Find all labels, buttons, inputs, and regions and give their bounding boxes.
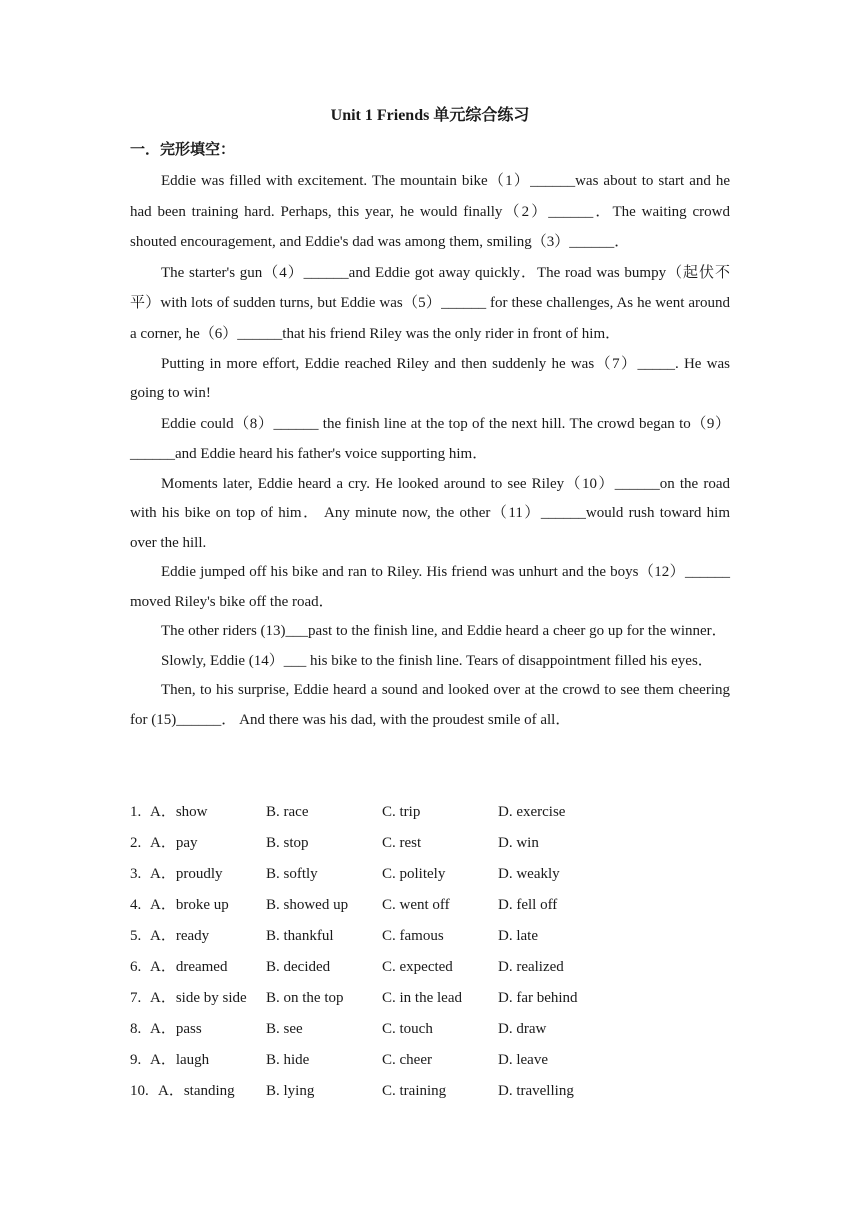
option-d: D. travelling [498,1083,574,1099]
question-row [130,983,730,1014]
passage-paragraph: Putting in more effort, Eddie reached Riley and then suddenly he was（7）_____. He was going to win! [130,355,730,402]
option-b: B. stop [266,835,309,851]
option-c: C. went off [382,897,450,913]
option-d: D. late [498,928,538,944]
option-a: A．side by side [150,990,247,1006]
option-d: D. far behind [498,990,578,1006]
question-number: 9. [130,1052,142,1068]
option-d: D. draw [498,1021,547,1037]
option-a: A．pay [150,835,198,851]
cloze-passage [130,166,730,735]
option-a: A．ready [150,928,210,944]
option-a: A．dreamed [150,959,228,975]
option-a: A．pass [150,1021,202,1037]
option-b: B. hide [266,1052,310,1068]
passage-paragraph: Slowly, Eddie (14）___ his bike to the finish line. Tears of disappointment filled his eyes． [161,652,713,669]
question-row [130,1076,730,1107]
question-number: 8. [130,1021,142,1037]
option-d: D. weakly [498,866,560,882]
option-d: D. win [498,835,539,851]
question-number: 7. [130,990,142,1006]
passage-paragraph: Then, to his surprise, Eddie heard a sound and looked over at the crowd to see them cheering for (15)______． And there was his dad, with the proudest smile of all． [130,682,730,728]
option-c: C. politely [382,866,446,882]
question-row [130,859,730,890]
question-number: 3. [130,866,142,882]
option-b: B. lying [266,1083,315,1099]
option-a: A．standing [158,1083,235,1099]
option-a: A．proudly [150,866,223,882]
option-b: B. softly [266,866,318,882]
question-row [130,890,730,921]
question-number: 5. [130,928,142,944]
option-d: D. realized [498,959,564,975]
option-d: D. leave [498,1052,548,1068]
question-row [130,921,730,952]
option-b: B. see [266,1021,303,1037]
option-c: C. rest [382,835,422,851]
option-a: A．broke up [150,897,229,913]
question-number: 10. [130,1083,149,1099]
option-c: C. touch [382,1021,433,1037]
question-row [130,1014,730,1045]
passage-paragraph: Moments later, Eddie heard a cry. He looked around to see Riley（10）______on the road with his bike on top of him． Any minute now, the other（11）______would rush toward him over the hill. [130,475,730,551]
answer-options-list [130,797,730,1107]
option-a: A．laugh [150,1052,210,1068]
question-row [130,797,730,828]
question-row [130,1045,730,1076]
question-row [130,952,730,983]
section-heading: 一．完形填空： [130,142,236,158]
option-d: D. exercise [498,804,566,820]
passage-paragraph: The starter's gun（4）______and Eddie got away quickly．The road was bumpy（起伏不平）with lots of sudden turns, but Eddie was（5）______ for these challenges, As he went around a corner, he（6）______that his friend Riley was the only rider in front of him． [130,264,730,342]
option-b: B. on the top [266,990,344,1006]
passage-paragraph: Eddie was filled with excitement. The mountain bike（1）______was about to start and he had been training hard. Perhaps, this year, he would finally（2）______．The waiting crowd shouted encouragement, and Eddie's dad was among them, smiling（3）______． [130,173,730,251]
question-number: 2. [130,835,142,851]
document-title: Unit 1 Friends 单元综合练习 [330,107,530,124]
passage-paragraph: Eddie could（8）______ the finish line at the top of the next hill. The crowd began to（9）______and Eddie heard his father's voice supporting him． [130,415,730,463]
option-b: B. thankful [266,928,334,944]
option-c: C. cheer [382,1052,432,1068]
option-c: C. in the lead [382,990,462,1006]
passage-paragraph: Eddie jumped off his bike and ran to Riley. His friend was unhurt and the boys（12）______ moved Riley's bike off the road． [130,564,730,610]
option-c: C. expected [382,959,453,975]
option-a: A．show [150,804,208,820]
option-c: C. famous [382,928,444,944]
question-number: 1. [130,804,142,820]
option-c: C. trip [382,804,421,820]
question-number: 6. [130,959,142,975]
option-b: B. decided [266,959,331,975]
question-number: 4. [130,897,142,913]
passage-paragraph: The other riders (13)___past to the finish line, and Eddie heard a cheer go up for the winner． [161,623,727,640]
option-b: B. race [266,804,309,820]
question-row [130,828,730,859]
option-b: B. showed up [266,897,349,913]
option-c: C. training [382,1083,447,1099]
option-d: D. fell off [498,897,558,913]
